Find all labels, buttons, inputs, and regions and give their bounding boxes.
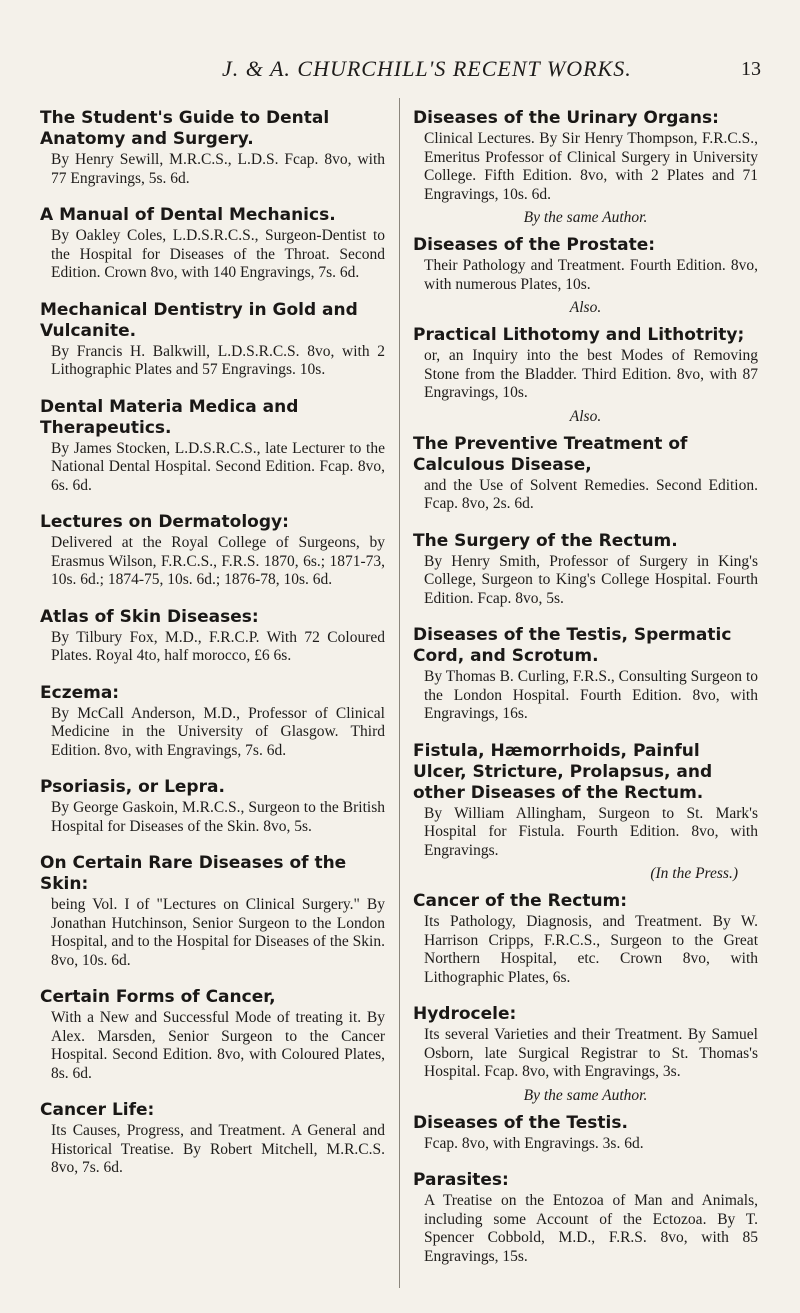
book-title: Parasites: <box>413 1170 509 1190</box>
book-description: By Francis H. Balkwill, L.D.S.R.C.S. 8vo, with 2 Lithographic Plates and 57 Engravings. 10s. <box>51 342 385 378</box>
book-entry <box>40 607 385 666</box>
book-entry <box>413 1170 758 1266</box>
book-description: Fcap. 8vo, with Engravings. 3s. 6d. <box>424 1134 644 1152</box>
book-entry <box>413 325 758 403</box>
running-header <box>0 56 800 86</box>
book-title: Fistula, Hæmorrhoids, Painful Ulcer, Stricture, Prolapsus, and other Diseases of the Rectum. <box>413 740 713 803</box>
book-entry <box>40 777 385 836</box>
book-description: Delivered at the Royal College of Surgeons, by Erasmus Wilson, F.R.C.S., F.R.S. 1870, 6s.; 1871-73, 10s. 6d.; 1874-75, 10s. 6d.; 1876-78, 10s. 6d. <box>51 534 385 588</box>
book-title: Psoriasis, or Lepra. <box>40 777 225 797</box>
left-column <box>40 108 385 1195</box>
book-description: By William Allingham, Surgeon to St. Mark's Hospital for Fistula. Fourth Edition. 8vo, with Engravings. <box>424 804 758 859</box>
book-entry <box>40 987 385 1083</box>
book-entry <box>413 1004 758 1082</box>
book-title: On Certain Rare Diseases of the Skin: <box>40 853 347 894</box>
book-description: By McCall Anderson, M.D., Professor of Clinical Medicine in the University of Glasgow. Third Edition. 8vo, with Engravings, 7s. 6d. <box>51 704 385 759</box>
book-title: Practical Lithotomy and Lithotrity; <box>413 325 745 345</box>
book-description: By George Gaskoin, M.R.C.S., Surgeon to the British Hospital for Diseases of the Skin. 8vo, 5s. <box>51 799 385 835</box>
book-description: By Henry Smith, Professor of Surgery in King's College, Surgeon to King's College Hospital. Fourth Edition. Fcap. 8vo, 5s. <box>424 552 758 607</box>
book-title: A Manual of Dental Mechanics. <box>40 205 336 225</box>
book-title: Eczema: <box>40 682 120 703</box>
book-title: Atlas of Skin Diseases: <box>40 606 259 627</box>
author-note: Also. <box>569 299 602 316</box>
book-title: Diseases of the Urinary Organs: <box>413 108 719 128</box>
book-description: With a New and Successful Mode of treating it. By Alex. Marsden, Senior Surgeon to the Cancer Hospital. Second Edition. 8vo, with Coloured Plates, 8s. 6d. <box>51 1009 385 1082</box>
book-title: Cancer of the Rectum: <box>413 891 628 911</box>
book-entry <box>413 108 758 204</box>
book-description: By Tilbury Fox, M.D., F.R.C.P. With 72 Coloured Plates. Royal 4to, half morocco, £6 6s. <box>51 628 385 664</box>
book-title: The Preventive Treatment of Calculous Disease, <box>413 433 688 475</box>
book-entry <box>40 512 385 590</box>
book-description: Clinical Lectures. By Sir Henry Thompson, F.R.C.S., Emeritus Professor of Clinical Surgery in University College. Fifth Edition. 8vo, with 2 Plates and 71 Engravings, 10s. 6d. <box>424 130 758 203</box>
book-description: By Thomas B. Curling, F.R.S., Consulting Surgeon to the London Hospital. Fourth Edition. 8vo, with Engravings, 16s. <box>424 668 758 722</box>
book-description: being Vol. I of "Lectures on Clinical Surgery." By Jonathan Hutchinson, Senior Surgeon to the London Hospital, and to the Hospital for Diseases of the Skin. 8vo, 10s. 6d. <box>51 896 385 969</box>
book-entry <box>413 625 758 724</box>
book-title: Lectures on Dermatology: <box>40 512 289 532</box>
book-entry <box>40 683 385 761</box>
book-entry <box>413 434 758 514</box>
book-entry <box>413 1113 758 1154</box>
book-description: Their Pathology and Treatment. Fourth Edition. 8vo, with numerous Plates, 10s. <box>424 257 758 293</box>
page-number: 13 <box>741 58 761 80</box>
book-description: A Treatise on the Entozoa of Man and Animals, including some Account of the Ectozoa. By T. Spencer Cobbold, M.D., F.R.S. 8vo, with 85 Engravings, 15s. <box>424 1192 758 1265</box>
book-entry <box>40 853 385 970</box>
book-entry <box>413 891 758 987</box>
book-title: Diseases of the Prostate: <box>413 235 656 255</box>
author-note: By the same Author. <box>523 1086 648 1104</box>
book-description: Its several Varieties and their Treatment. By Samuel Osborn, late Surgical Registrar to St. Thomas's Hospital. Fcap. 8vo, with Engravings, 3s. <box>424 1026 758 1080</box>
book-title: Diseases of the Testis. <box>413 1112 628 1133</box>
book-description: By James Stocken, L.D.S.R.C.S., late Lecturer to the National Dental Hospital. Second Edition. Fcap. 8vo, 6s. 6d. <box>51 439 385 494</box>
book-entry <box>40 300 385 380</box>
right-column <box>413 108 758 1283</box>
author-note: By the same Author. <box>523 209 648 226</box>
book-title: The Student's Guide to Dental Anatomy and Surgery. <box>40 108 330 149</box>
book-title: Cancer Life: <box>40 1100 155 1120</box>
book-description: By Oakley Coles, L.D.S.R.C.S., Surgeon-Dentist to the Hospital for Diseases of the Throat. Second Edition. Crown 8vo, with 140 Engravings, 7s. 6d. <box>51 227 385 281</box>
book-entry <box>413 531 758 609</box>
book-description: or, an Inquiry into the best Modes of Removing Stone from the Bladder. Third Edition. 8vo, with 87 Engravings, 10s. <box>424 347 758 401</box>
author-note: Also. <box>569 407 602 425</box>
book-description: Its Pathology, Diagnosis, and Treatment. By W. Harrison Cripps, F.R.C.S., Surgeon to the Great Northern Hospital, etc. Crown 8vo, with Lithographic Plates, 6s. <box>424 913 758 986</box>
book-entry <box>40 205 385 283</box>
book-entry <box>40 108 385 188</box>
book-entry <box>40 1100 385 1178</box>
book-title: Mechanical Dentistry in Gold and Vulcanite. <box>40 299 358 341</box>
book-title: Dental Materia Medica and Therapeutics. <box>40 396 299 438</box>
book-entry <box>40 397 385 496</box>
header-title: J. & A. CHURCHILL'S RECENT WORKS. <box>222 56 632 81</box>
book-title: Certain Forms of Cancer, <box>40 987 276 1007</box>
book-description: and the Use of Solvent Remedies. Second Edition. Fcap. 8vo, 2s. 6d. <box>424 476 758 512</box>
book-title: The Surgery of the Rectum. <box>413 530 678 551</box>
book-description: By Henry Sewill, M.R.C.S., L.D.S. Fcap. 8vo, with 77 Engravings, 5s. 6d. <box>51 151 385 187</box>
book-title: Hydrocele: <box>413 1004 517 1024</box>
book-entry <box>413 741 758 861</box>
column-divider <box>399 98 400 1288</box>
press-note: (In the Press.) <box>650 865 738 882</box>
book-entry <box>413 235 758 294</box>
book-description: Its Causes, Progress, and Treatment. A General and Historical Treatise. By Robert Mitchell, M.R.C.S. 8vo, 7s. 6d. <box>51 1122 385 1176</box>
book-title: Diseases of the Testis, Spermatic Cord, and Scrotum. <box>413 625 732 666</box>
